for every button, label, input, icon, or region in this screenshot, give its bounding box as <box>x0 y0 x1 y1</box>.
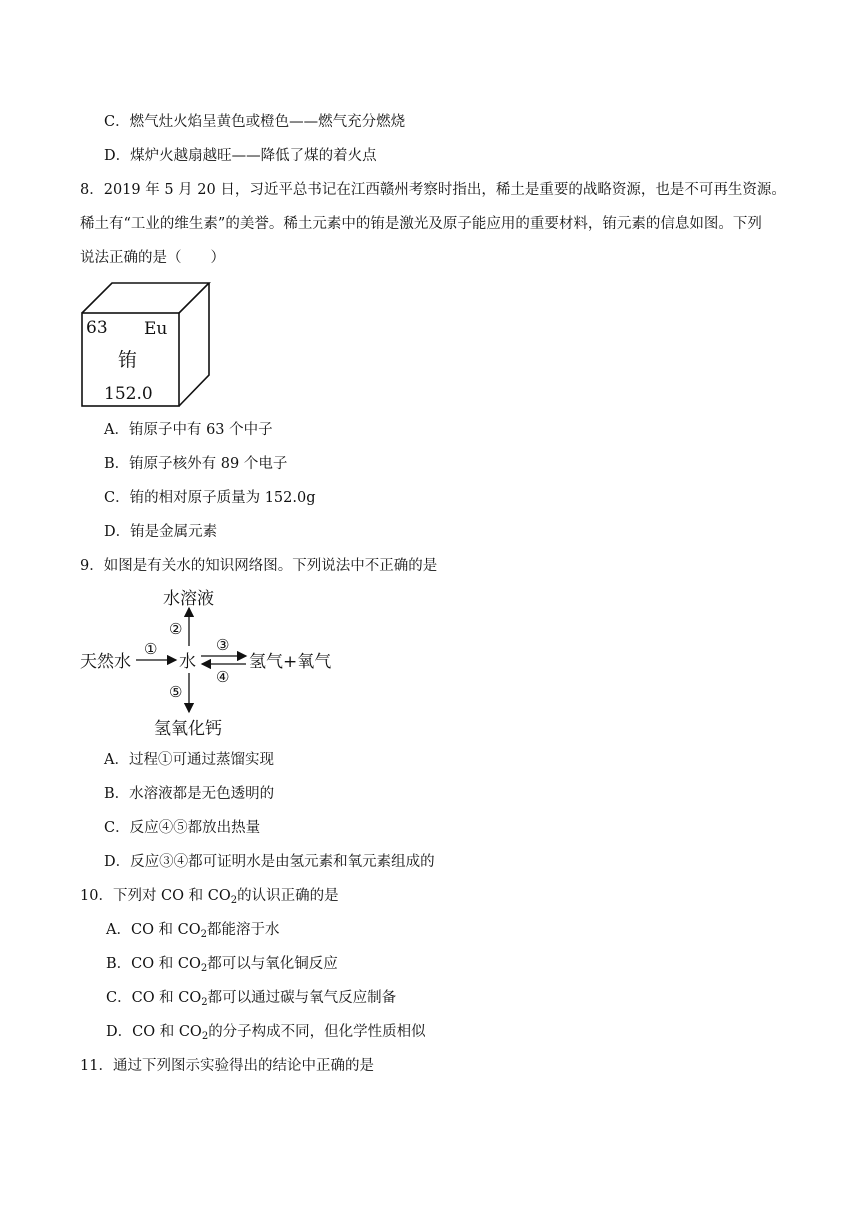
q10-option-a: A．CO 和 $CO_2$都能溶于水 <box>106 922 280 940</box>
label-1: ① <box>144 640 158 658</box>
q10-option-b: B．CO 和 $CO_2$都可以与氧化铜反应 <box>106 956 338 974</box>
q9-option-d: D．反应③④都可证明水是由氢元素和氧元素组成的 <box>104 854 435 870</box>
q10-stem: 10．下列对 CO 和 $CO_2$的认识正确的是 <box>80 888 339 906</box>
element-symbol: Eu <box>144 319 168 339</box>
q8-stem-line-3: 说法正确的是（ ） <box>80 250 225 266</box>
q9-option-a: A．过程①可通过蒸馏实现 <box>104 752 274 768</box>
q10-option-d: D．CO 和 $CO_2$的分子构成不同，但化学性质相似 <box>106 1024 426 1042</box>
diagram-right-label: 氢气+氧气 <box>249 652 332 672</box>
element-mass: 152.0 <box>104 384 153 404</box>
element-atomic-number: 63 <box>86 318 108 338</box>
water-network-diagram <box>78 582 348 742</box>
q8-stem-line-2: 稀土有“工业的维生素”的美誉。稀土元素中的铕是激光及原子能应用的重要材料，铕元素的信息如图。下列 <box>80 216 762 232</box>
label-4: ④ <box>216 668 230 686</box>
q8-option-c: C．铕的相对原子质量为 152.0g <box>104 490 316 506</box>
diagram-center-label: 水 <box>179 652 196 672</box>
q9-stem: 9．如图是有关水的知识网络图。下列说法中不正确的是 <box>80 558 438 574</box>
label-2: ② <box>169 620 183 638</box>
q11-stem: 11．通过下列图示实验得出的结论中正确的是 <box>80 1058 374 1074</box>
diagram-top-label: 水溶液 <box>163 589 214 609</box>
q10-option-c: C．CO 和 $CO_2$都可以通过碳与氧气反应制备 <box>106 990 397 1008</box>
element-card-diagram <box>80 280 215 410</box>
element-name: 铕 <box>118 349 138 371</box>
diagram-left-label: 天然水 <box>80 652 131 672</box>
label-3: ③ <box>216 636 230 654</box>
label-5: ⑤ <box>169 683 183 701</box>
q9-option-c: C．反应④⑤都放出热量 <box>104 820 261 836</box>
q8-stem-line-1: 8．2019 年 5 月 20 日，习近平总书记在江西赣州考察时指出，稀土是重要的战略资源，也是不可再生资源。 <box>80 182 786 198</box>
q9-option-b: B．水溶液都是无色透明的 <box>104 786 275 802</box>
q7-option-d: D．煤炉火越扇越旺——降低了煤的着火点 <box>104 148 377 164</box>
q7-option-c: C．燃气灶火焰呈黄色或橙色——燃气充分燃烧 <box>104 114 406 130</box>
q8-option-b: B．铕原子核外有 89 个电子 <box>104 456 288 472</box>
q8-option-a: A．铕原子中有 63 个中子 <box>104 422 273 438</box>
diagram-bottom-label: 氢氧化钙 <box>154 719 222 739</box>
q8-option-d: D．铕是金属元素 <box>104 524 218 540</box>
